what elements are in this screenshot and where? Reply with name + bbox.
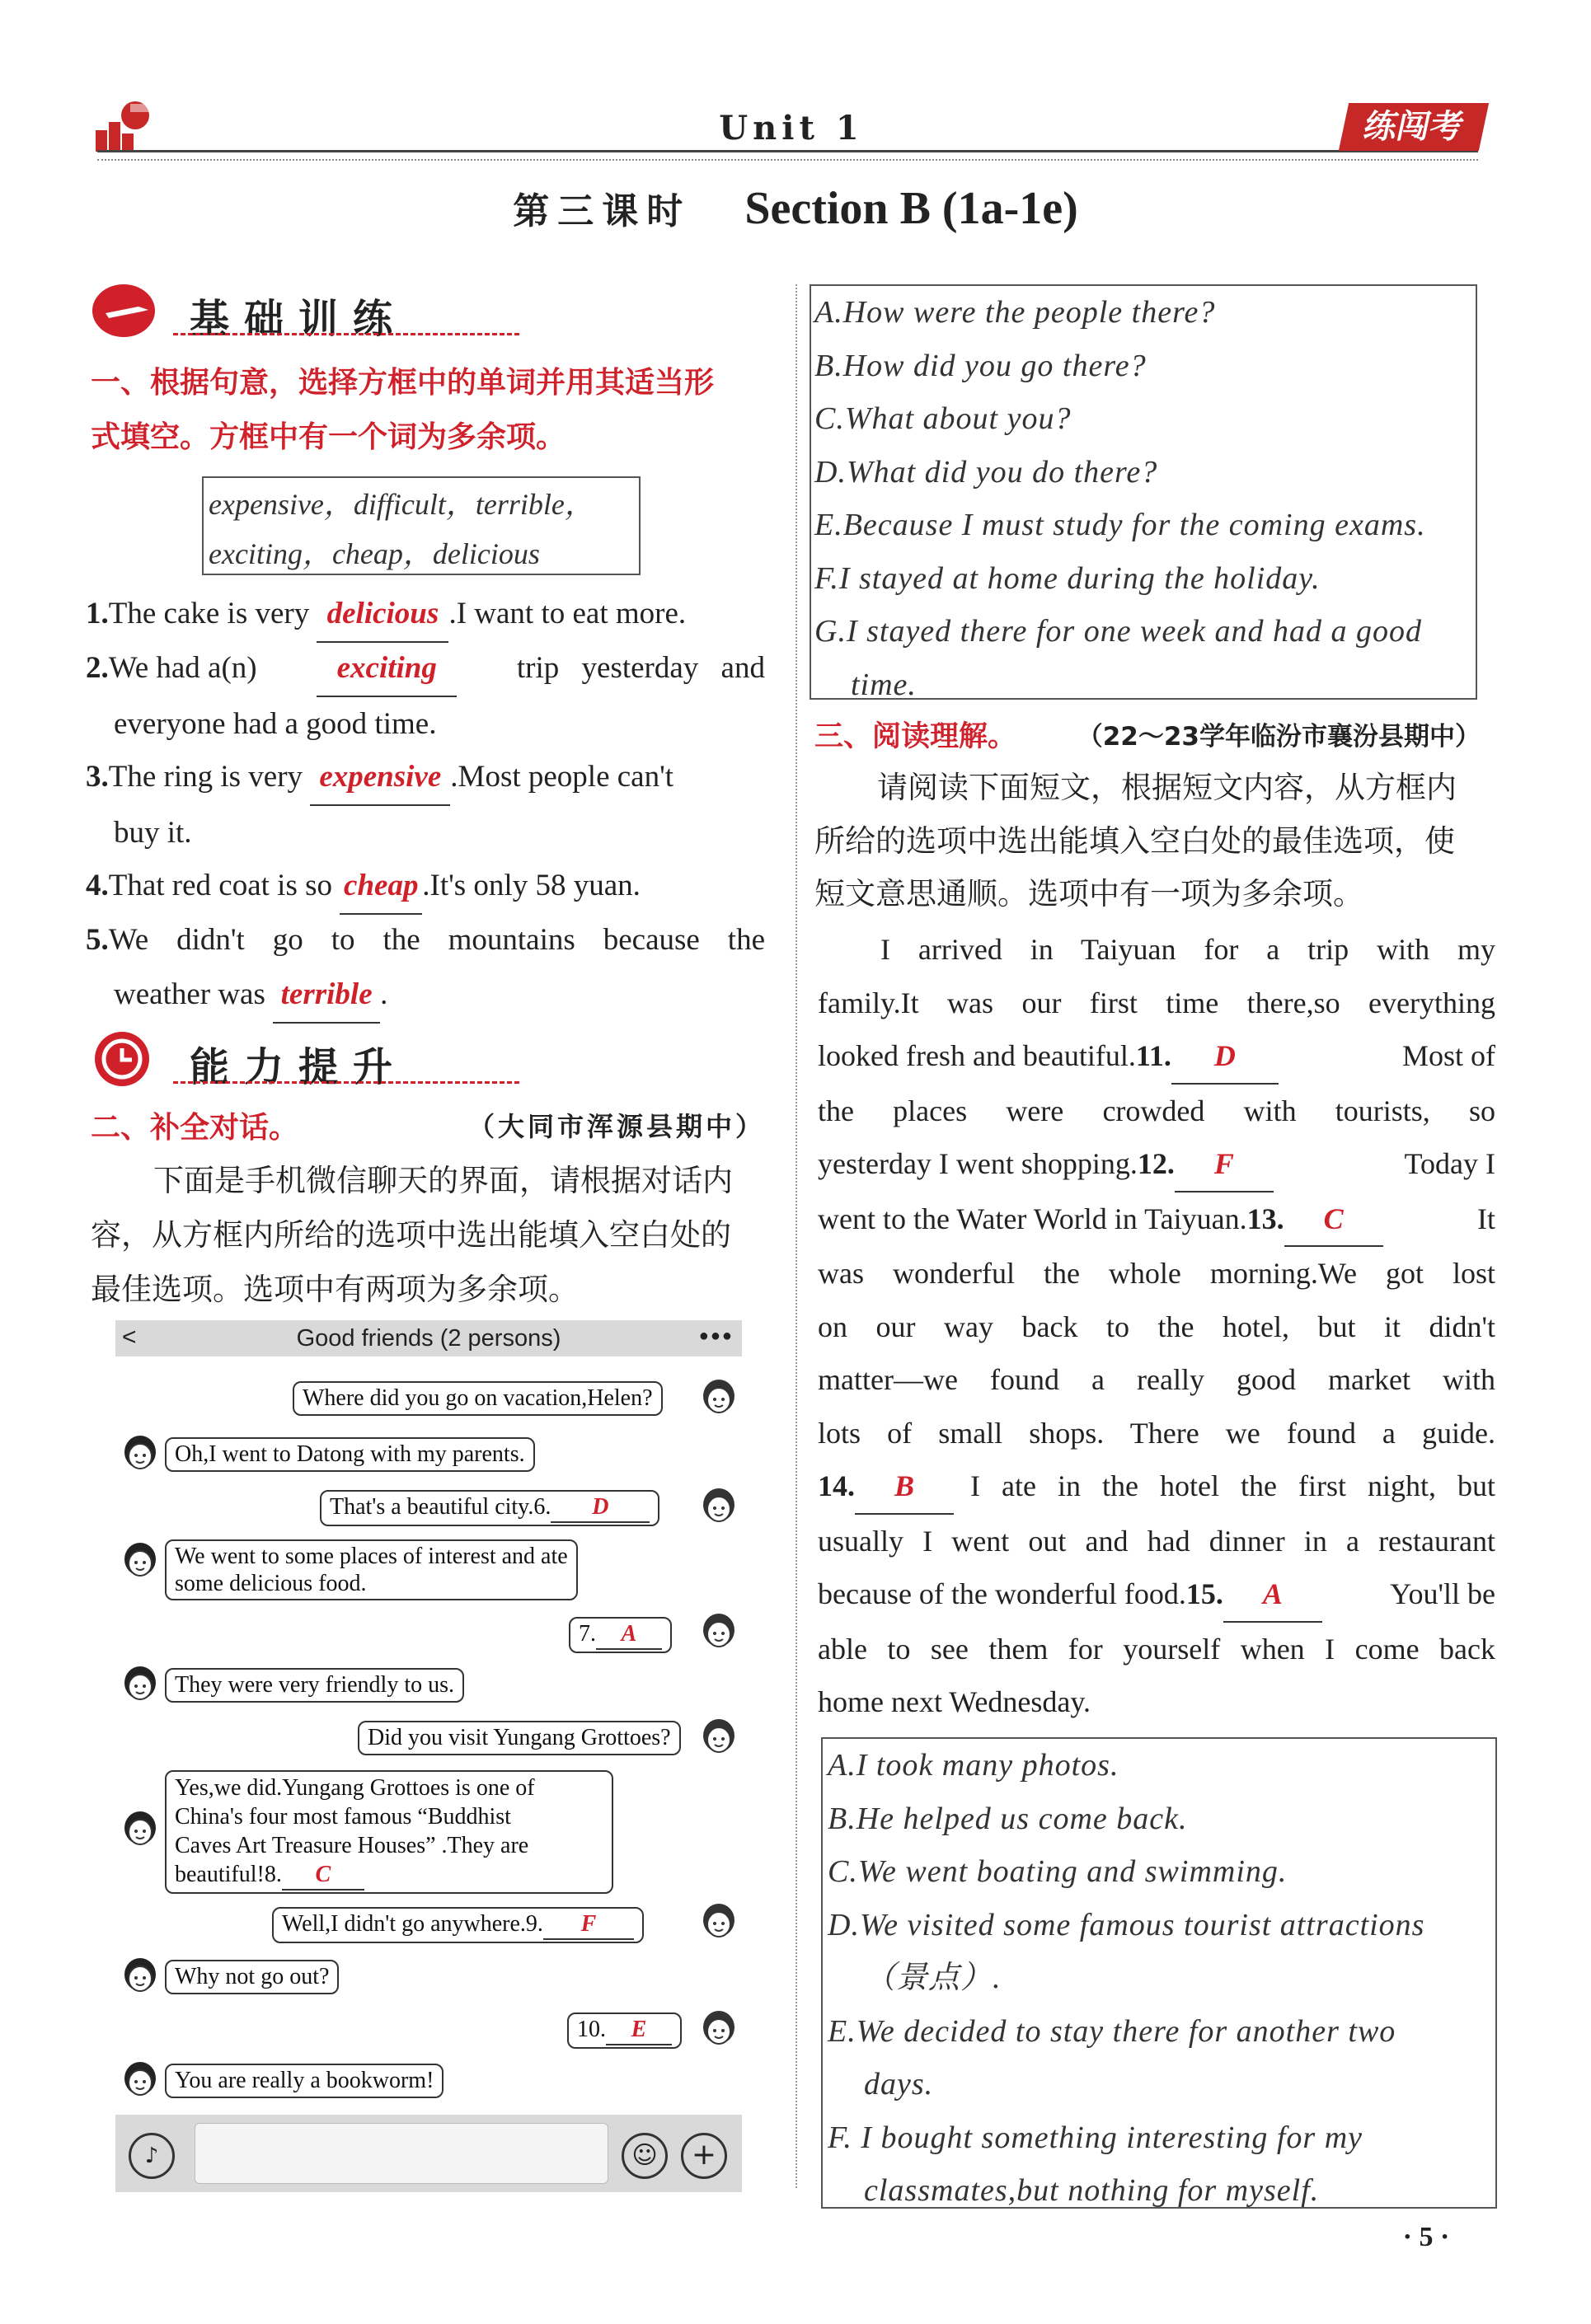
part2-instruction-row <box>91 1104 765 1150</box>
message-text: China's four most famous “Buddhist <box>175 1804 511 1830</box>
passage-line: on our way back to the hotel, but it didn't <box>818 1310 1495 1343</box>
option-line: E.Because I must study for the coming exams. <box>814 508 1426 542</box>
emoji-icon[interactable]: ☺ <box>622 2133 668 2179</box>
option-line: D.What did you do there? <box>814 454 1158 490</box>
message-text: They were very friendly to us. <box>175 1672 454 1698</box>
chat-titlebar <box>115 1320 742 1356</box>
desc-line: 下面是手机微信聊天的界面，请根据对话内 <box>153 1163 733 1198</box>
section-label: Section B (1a-1e) <box>744 183 1078 234</box>
item-text: The ring is very <box>108 760 303 794</box>
item-1 <box>86 587 765 643</box>
instruction: 二、补全对话。 <box>91 1111 299 1145</box>
message-text: beautiful!8. <box>175 1862 282 1887</box>
item-text: buy it. <box>114 816 192 850</box>
part3-instruction-row <box>814 714 1481 760</box>
passage-text: yesterday I went shopping. <box>818 1147 1138 1180</box>
instruction: 三、阅读理解。 <box>814 720 1017 753</box>
item-text: trip yesterday and <box>516 651 765 685</box>
reading-options-box <box>821 1737 1497 2209</box>
option-line: A.I took many photos. <box>828 1748 1119 1783</box>
answer: expensive <box>319 760 442 794</box>
chat-message <box>569 1617 672 1653</box>
message-text: We went to some places of interest and ate <box>175 1544 568 1569</box>
more-icon[interactable]: ●●● <box>698 1327 734 1345</box>
chat-message <box>165 1668 464 1703</box>
item-text: We had a(n) <box>108 651 257 685</box>
item-text: . <box>380 977 388 1011</box>
passage-line: I arrived in Taiyuan for a trip with my <box>880 933 1495 966</box>
helen-avatar <box>122 1810 158 1851</box>
message-text: Oh,I went to Datong with my parents. <box>175 1441 525 1467</box>
item-text: That red coat is so <box>108 869 332 902</box>
face-icon <box>122 1541 158 1582</box>
chat-message <box>567 2012 682 2049</box>
word-box-line: expensive，difficult，terrible， <box>209 488 594 521</box>
face-icon <box>701 1717 737 1759</box>
ability-heading <box>91 1030 536 1088</box>
face-icon <box>701 2009 737 2050</box>
message-text: Caves Art Treasure Houses” .They are <box>175 1833 529 1858</box>
chat-input-bar <box>115 2115 742 2192</box>
chat-message <box>165 1539 578 1600</box>
item-number: 1. <box>86 597 109 630</box>
answer: F <box>580 1911 597 1937</box>
passage-line: the places were crowded with tourists, so <box>818 1094 1495 1127</box>
passage-text: went to the Water World in Taiyuan. <box>818 1202 1247 1235</box>
heading-text: 能力提升 <box>190 1044 408 1090</box>
helen-avatar <box>122 1956 158 1998</box>
passage-line: was wonderful the whole morning.We got lost <box>818 1257 1495 1290</box>
message-text: Yes,we did.Yungang Grottoes is one of <box>175 1775 535 1801</box>
passage-text: I ate in the hotel the first night, but <box>970 1469 1495 1502</box>
page-number: · 5 · <box>1402 2222 1450 2252</box>
passage-text: because of the wonderful food. <box>818 1577 1186 1610</box>
face-icon <box>122 1956 158 1998</box>
answer: E <box>631 2017 647 2042</box>
answer: A <box>1262 1577 1283 1610</box>
plus-icon[interactable]: + <box>681 2133 727 2179</box>
passage-line: able to see them for yourself when I come back <box>818 1632 1495 1666</box>
friend-avatar <box>701 1487 737 1528</box>
option-line: B.How did you go there? <box>814 348 1147 383</box>
message-text: 10. <box>577 2017 606 2042</box>
chat-message <box>358 1721 681 1755</box>
option-line: G.I stayed there for one week and had a good <box>814 614 1422 649</box>
answer: F <box>1213 1147 1234 1180</box>
face-icon <box>701 1902 737 1943</box>
message-input[interactable] <box>195 2123 608 2184</box>
blank-number: 14. <box>818 1469 855 1502</box>
back-icon[interactable]: < <box>122 1324 137 1351</box>
source: （大同市浑源县期中） <box>467 1111 765 1142</box>
chat-message <box>165 1437 535 1472</box>
basic-training-heading <box>91 282 536 340</box>
option-line: C.We went boating and swimming. <box>828 1854 1288 1889</box>
blank-number: 11. <box>1135 1039 1171 1072</box>
face-icon <box>122 1434 158 1475</box>
passage-line: usually I went out and had dinner in a restaurant <box>818 1524 1495 1558</box>
desc-line: 容，从方框内所给的选项中选出能填入空白处的 <box>91 1217 731 1253</box>
item-2 <box>86 641 765 752</box>
part3-description <box>814 761 1481 921</box>
item-number: 4. <box>86 869 109 902</box>
answer: exciting <box>336 651 437 685</box>
message-text: Well,I didn't go anywhere.9. <box>282 1911 543 1937</box>
chat-message <box>272 1907 644 1943</box>
face-icon <box>701 1487 737 1528</box>
passage-text: You'll be <box>1390 1577 1495 1610</box>
message-text: That's a beautiful city.6. <box>330 1494 551 1520</box>
part2-description <box>91 1154 765 1317</box>
friend-avatar <box>701 1902 737 1943</box>
voice-icon[interactable]: ♪ <box>129 2133 175 2179</box>
word-box <box>202 476 641 575</box>
item-text: The cake is very <box>108 597 310 630</box>
chat-message <box>165 1960 339 1994</box>
instruction-line: 式填空。方框中有一个词为多余项。 <box>91 420 566 454</box>
message-text: You are really a bookworm! <box>175 2068 434 2093</box>
answer: cheap <box>344 869 419 902</box>
chat-message <box>320 1490 659 1526</box>
item-number: 5. <box>86 923 109 957</box>
desc-line: 短文意思通顺。选项中有一项为多余项。 <box>814 876 1363 911</box>
item-3 <box>86 750 765 860</box>
message-text: Where did you go on vacation,Helen? <box>303 1385 653 1411</box>
answer: terrible <box>280 977 373 1011</box>
reading-passage <box>818 923 1495 1729</box>
blank-number: 12. <box>1137 1147 1175 1180</box>
message-text: Did you visit Yungang Grottoes? <box>368 1725 671 1750</box>
item-text: We didn't go to the mountains because the <box>108 923 765 957</box>
friend-avatar <box>701 1612 737 1653</box>
desc-line: 所给的选项中选出能填入空白处的最佳选项，使 <box>814 822 1455 859</box>
option-line: F. I bought something interesting for my <box>828 2120 1363 2155</box>
column-divider <box>796 284 797 2188</box>
message-text: some delicious food. <box>175 1571 367 1596</box>
item-text: .It's only 58 yuan. <box>422 869 641 902</box>
page-title <box>0 181 1591 235</box>
item-text: .I want to eat more. <box>448 597 687 630</box>
option-line: days. <box>864 2067 934 2101</box>
clock-badge-icon <box>91 1030 157 1088</box>
item-text: weather was <box>114 977 265 1011</box>
option-line: B.He helped us come back. <box>828 1801 1188 1836</box>
option-line: E.We decided to stay there for another two <box>828 2013 1396 2049</box>
passage-text: Today I <box>1404 1147 1495 1180</box>
part1-instruction <box>91 356 767 465</box>
fist-logo-icon <box>92 97 167 155</box>
answer: C <box>1323 1202 1344 1235</box>
blank-number: 13. <box>1246 1202 1284 1235</box>
friend-avatar <box>701 1717 737 1759</box>
item-4 <box>86 859 765 915</box>
option-line: （景点）. <box>864 1961 1002 1995</box>
item-number: 2. <box>86 651 109 685</box>
passage-text: Most of <box>1401 1039 1495 1072</box>
option-line: time. <box>851 667 917 702</box>
item-text: .Most people can't <box>450 760 674 794</box>
item-5 <box>86 913 765 1024</box>
face-icon <box>701 1612 737 1653</box>
header-brand: 练闯考 <box>1339 103 1489 151</box>
face-icon <box>122 1665 158 1706</box>
helen-avatar <box>122 1541 158 1582</box>
helen-avatar <box>122 1434 158 1475</box>
heading-text: 基础训练 <box>190 296 408 342</box>
option-line: F.I stayed at home during the holiday. <box>814 560 1321 596</box>
face-icon <box>701 1378 737 1419</box>
passage-line: matter—we found a really good market with <box>818 1363 1495 1396</box>
option-line: D.We visited some famous tourist attractions <box>828 1907 1425 1942</box>
source: （22～23学年临汾市襄汾县期中） <box>1077 722 1481 752</box>
option-line: classmates,but nothing for myself. <box>864 2173 1320 2208</box>
dialogue-options-box <box>810 284 1477 700</box>
answer: A <box>621 1621 637 1647</box>
lesson-label: 第三课时 <box>513 190 692 232</box>
answer: C <box>315 1862 331 1887</box>
option-line: A.How were the people there? <box>814 295 1216 330</box>
header-logo <box>92 97 167 155</box>
instruction-line: 一、根据句意，选择方框中的单词并用其适当形 <box>91 366 715 400</box>
pen-badge-icon <box>91 282 157 340</box>
passage-text: looked fresh and beautiful. <box>818 1039 1136 1072</box>
passage-line: family.It was our first time there,so everything <box>818 986 1495 1019</box>
passage-line: lots of small shops. There we found a guide. <box>818 1416 1495 1450</box>
chat-message <box>165 1770 613 1894</box>
answer: D <box>592 1494 609 1520</box>
word-box-line: exciting，cheap，delicious <box>209 537 540 570</box>
item-number: 3. <box>86 760 109 794</box>
helen-avatar <box>122 1665 158 1706</box>
chat-title: Good friends (2 persons) <box>296 1325 561 1352</box>
chat-message <box>165 2064 444 2098</box>
face-icon <box>122 2060 158 2101</box>
desc-line: 请阅读下面短文，根据短文内容，从方框内 <box>877 770 1457 805</box>
chat-message <box>293 1381 663 1416</box>
answer: B <box>894 1469 914 1502</box>
desc-line: 最佳选项。选项中有两项为多余项。 <box>91 1272 579 1307</box>
helen-avatar <box>122 2060 158 2101</box>
friend-avatar <box>701 1378 737 1419</box>
face-icon <box>122 1810 158 1851</box>
option-line: C.What about you? <box>814 401 1072 436</box>
header-rule <box>97 150 1478 161</box>
answer: delicious <box>326 597 439 630</box>
passage-text: It <box>1477 1202 1495 1235</box>
friend-avatar <box>701 2009 737 2050</box>
message-text: Why not go out? <box>175 1964 330 1989</box>
header-unit: Unit 1 <box>719 109 864 148</box>
passage-line: home next Wednesday. <box>818 1685 1091 1718</box>
message-text: 7. <box>579 1621 596 1647</box>
item-text: everyone had a good time. <box>114 707 437 741</box>
blank-number: 15. <box>1185 1577 1223 1610</box>
answer: D <box>1213 1039 1236 1072</box>
